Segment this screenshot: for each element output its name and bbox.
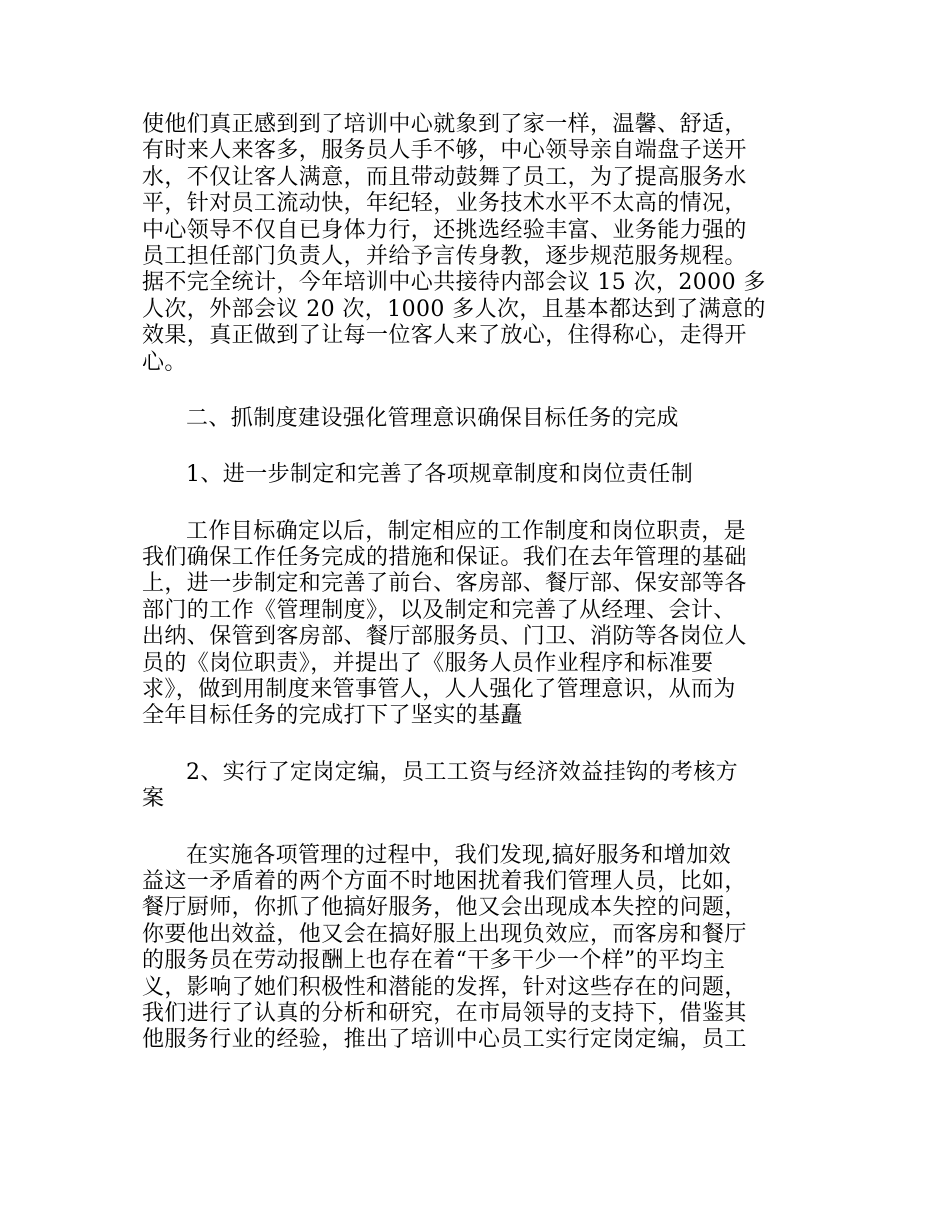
text-line: 的服务员在劳动报酬上也存在着“干多干少一个样”的平均主 bbox=[142, 948, 726, 974]
text-line: 全年目标任务的完成打下了坚实的基矗 bbox=[142, 703, 523, 729]
text-line: 使他们真正感到到了培训中心就象到了家一样，温馨、舒适， bbox=[142, 112, 747, 137]
text-line: 案 bbox=[142, 786, 165, 812]
text-line: 员的《岗位职责》，并提出了《服务人员作业程序和标准要 bbox=[142, 650, 714, 676]
text-line: 益这一矛盾着的两个方面不时地困扰着我们管理人员，比如， bbox=[142, 868, 747, 894]
subsection-heading-2 bbox=[142, 760, 814, 813]
text-line: 人次，外部会议 20 次，1000 多人次，且基本都达到了满意的 bbox=[142, 296, 766, 322]
paragraph-gap bbox=[142, 489, 814, 519]
subsection-heading-1: 1、进一步制定和完善了各项规章制度和岗位责任制 bbox=[186, 462, 694, 488]
section-heading: 二、抓制度建设强化管理意识确保目标任务的完成 bbox=[186, 405, 679, 431]
paragraph-gap bbox=[142, 432, 814, 462]
text-line: 求》，做到用制度来管事管人，人人强化了管理意识，从而为 bbox=[142, 677, 736, 703]
text-line: 员工担任部门负责人，并给予言传身教，逐步规范服务规程。 bbox=[142, 243, 747, 269]
paragraph-service-quality bbox=[142, 112, 814, 376]
paragraph-regulations bbox=[142, 519, 814, 730]
text-line: 部门的工作《管理制度》，以及制定和完善了从经理、会计、 bbox=[142, 597, 736, 623]
text-line: 上，进一步制定和完善了前台、客房部、餐厅部、保安部等各 bbox=[142, 571, 747, 597]
text-line: 平，针对员工流动快，年纪轻，业务技术水平不太高的情况， bbox=[142, 191, 747, 217]
text-line: 据不完全统计，今年培训中心共接待内部会议 15 次，2000 多 bbox=[142, 270, 766, 296]
paragraph-gap bbox=[142, 813, 814, 843]
text-line: 我们确保工作任务完成的措施和保证。我们在去年管理的基础 bbox=[142, 545, 747, 571]
document-page bbox=[142, 112, 814, 1054]
paragraph-management-practice bbox=[142, 843, 814, 1054]
text-line: 义，影响了她们积极性和潜能的发挥，针对这些存在的问题， bbox=[142, 974, 747, 1000]
text-line: 他服务行业的经验，推出了培训中心员工实行定岗定编，员工 bbox=[142, 1027, 747, 1053]
text-line: 在实施各项管理的过程中，我们发现,搞好服务和增加效 bbox=[186, 842, 731, 868]
text-line: 中心领导不仅自已身体力行，还挑选经验丰富、业务能力强的 bbox=[142, 217, 747, 243]
text-line: 2、实行了定岗定编，员工工资与经济效益挂钩的考核方 bbox=[186, 759, 738, 785]
text-line: 水，不仅让客人满意，而且带动鼓舞了员工，为了提高服务水 bbox=[142, 164, 747, 190]
text-line: 效果，真正做到了让每一位客人来了放心，住得称心，走得开 bbox=[142, 323, 747, 349]
text-line: 我们进行了认真的分析和研究，在市局领导的支持下，借鉴其 bbox=[142, 1000, 747, 1026]
paragraph-gap bbox=[142, 376, 814, 406]
text-line: 出纳、保管到客房部、餐厅部服务员、门卫、消防等各岗位人 bbox=[142, 624, 747, 650]
text-line: 工作目标确定以后，制定相应的工作制度和岗位职责，是 bbox=[186, 518, 747, 544]
text-line: 有时来人来客多，服务员人手不够，中心领导亲自端盘子送开 bbox=[142, 138, 747, 164]
paragraph-gap bbox=[142, 730, 814, 760]
text-line: 心。 bbox=[142, 349, 187, 375]
text-line: 你要他出效益，他又会在搞好服上出现负效应，而客房和餐厅 bbox=[142, 921, 747, 947]
text-line: 餐厅厨师，你抓了他搞好服务，他又会出现成本失控的问题， bbox=[142, 895, 747, 921]
